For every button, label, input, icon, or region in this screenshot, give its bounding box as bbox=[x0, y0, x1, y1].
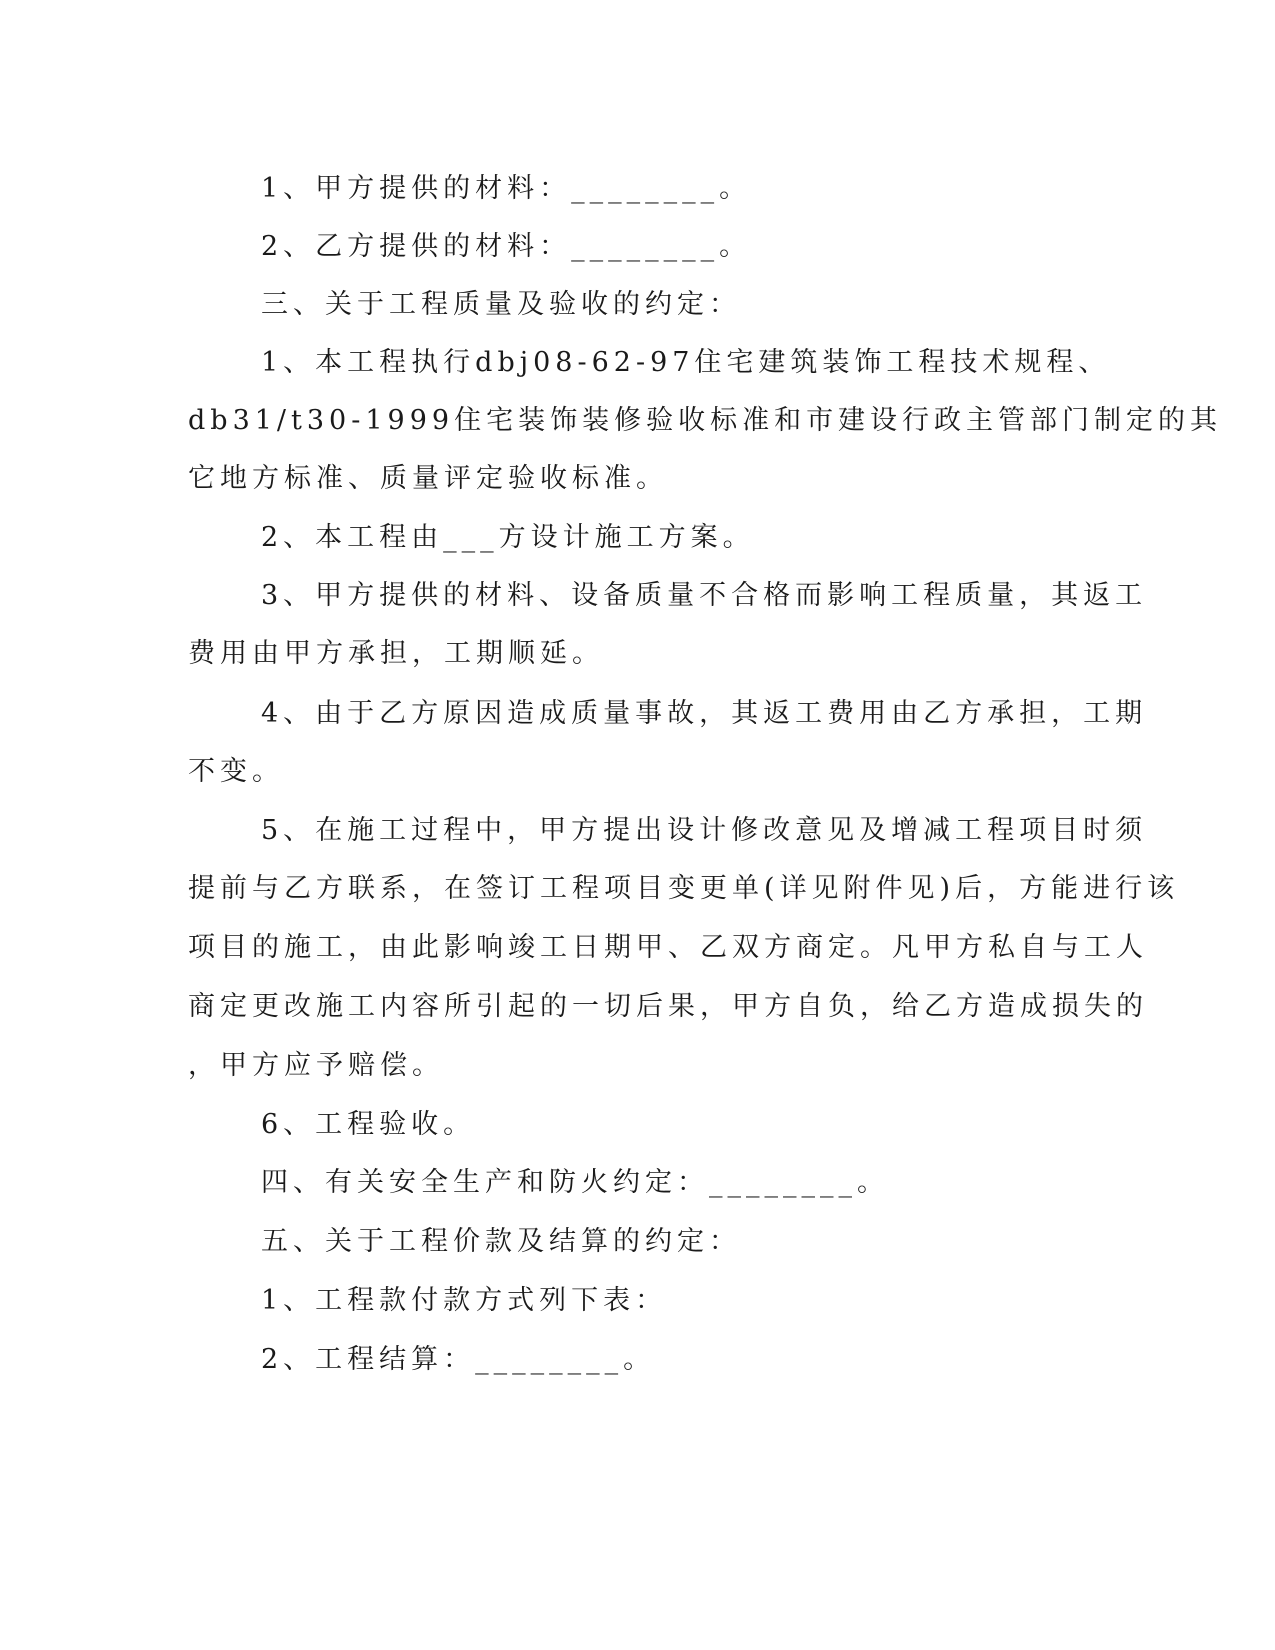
paragraph-line: 提前与乙方联系，在签订工程项目变更单(详见附件见)后，方能进行该 bbox=[188, 873, 1180, 904]
paragraph-line: 3、甲方提供的材料、设备质量不合格而影响工程质量，其返工 bbox=[261, 580, 1148, 611]
paragraph-line: 1、工程款付款方式列下表： bbox=[261, 1285, 668, 1316]
paragraph-line: db31/t30-1999住宅装饰装修验收标准和市建设行政主管部门制定的其 bbox=[188, 405, 1223, 436]
paragraph-line: 费用由甲方承担，工期顺延。 bbox=[188, 638, 604, 669]
paragraph-line: 5、在施工过程中，甲方提出设计修改意见及增减工程项目时须 bbox=[261, 815, 1148, 846]
paragraph-line: ，甲方应予赔偿。 bbox=[188, 1050, 444, 1081]
section-heading: 五、关于工程价款及结算的约定： bbox=[261, 1226, 741, 1257]
paragraph-line: 它地方标准、质量评定验收标准。 bbox=[188, 463, 668, 494]
paragraph-line: 1、本工程执行dbj08-62-97住宅建筑装饰工程技术规程、 bbox=[261, 347, 1111, 378]
paragraph-line: 1、甲方提供的材料：________。 bbox=[261, 173, 752, 204]
section-heading: 四、有关安全生产和防火约定：________。 bbox=[261, 1167, 889, 1198]
section-heading: 三、关于工程质量及验收的约定： bbox=[261, 289, 741, 320]
paragraph-line: 不变。 bbox=[188, 756, 284, 787]
paragraph-line: 商定更改施工内容所引起的一切后果，甲方自负，给乙方造成损失的 bbox=[188, 991, 1148, 1022]
paragraph-line: 2、本工程由___方设计施工方案。 bbox=[261, 522, 755, 553]
paragraph-line: 2、工程结算：________。 bbox=[261, 1344, 656, 1375]
paragraph-line: 项目的施工，由此影响竣工日期甲、乙双方商定。凡甲方私自与工人 bbox=[188, 932, 1148, 963]
paragraph-line: 6、工程验收。 bbox=[261, 1109, 476, 1140]
paragraph-line: 2、乙方提供的材料：________。 bbox=[261, 231, 752, 262]
paragraph-line: 4、由于乙方原因造成质量事故，其返工费用由乙方承担，工期 bbox=[261, 698, 1148, 729]
